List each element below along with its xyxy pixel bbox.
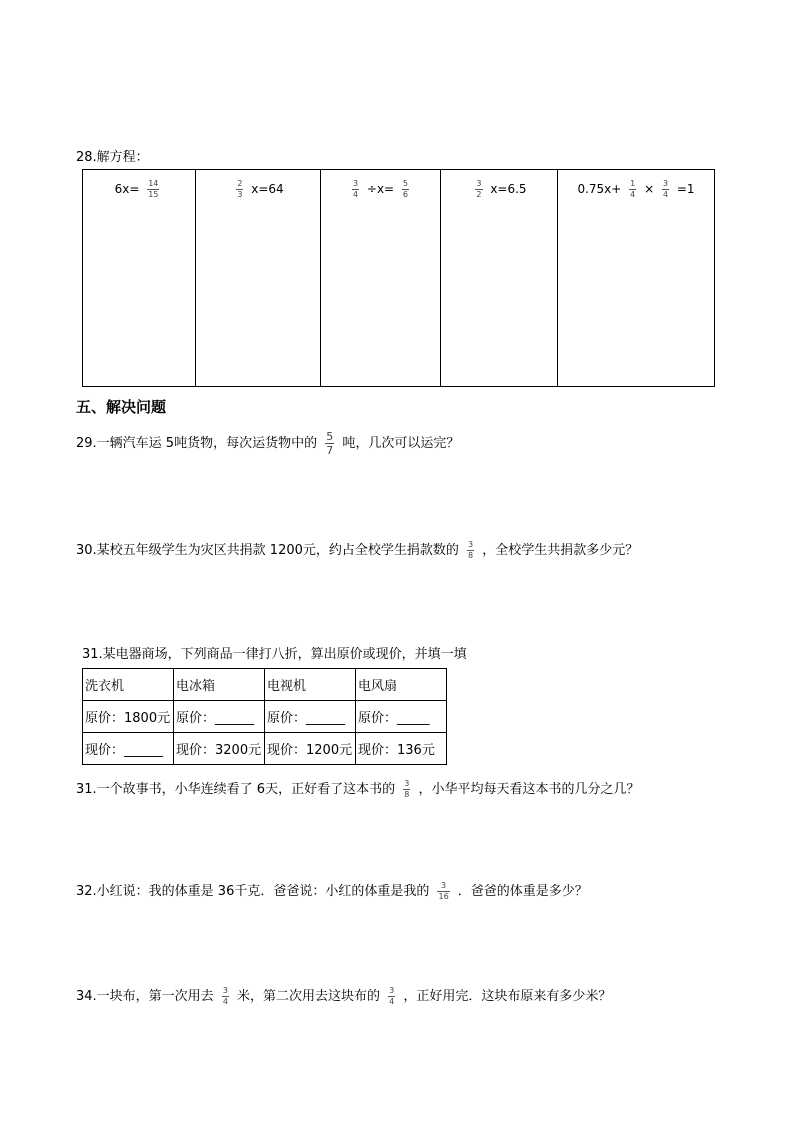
question-28-title: 28.解方程： — [76, 150, 149, 165]
fraction: $\frac{3}{4}$ — [352, 179, 359, 199]
equation-cell-1: 6x= $\frac{14}{15}$ — [83, 170, 196, 387]
price-cell: 原价：______ — [174, 701, 265, 733]
price-cell: 现价：3200元 — [174, 733, 265, 765]
question-31b: 31.一个故事书，小华连续看了 6天，正好看了这本书的 $\frac{3}{8}$ ，小华平均每天看这本书的几分之几？ — [76, 779, 640, 799]
fraction: $\frac{5}{7}$ — [326, 430, 334, 457]
fraction: $\frac{5}{6}$ — [402, 179, 409, 199]
fraction: $\frac{3}{4}$ — [222, 986, 228, 1006]
fraction: $\frac{3}{8}$ — [404, 779, 410, 799]
equation-cell-2: $\frac{2}{3}$ x=64 — [196, 170, 321, 387]
price-cell: 电冰箱 — [174, 669, 265, 701]
question-30: 30.某校五年级学生为灾区共捐款 1200元，约占全校学生捐款数的 $\frac{3}{8}$ ，全校学生共捐款多少元？ — [76, 540, 639, 560]
price-cell: 现价：______ — [83, 733, 174, 765]
equation-cell-3: $\frac{3}{4}$ ÷x= $\frac{5}{6}$ — [321, 170, 441, 387]
fraction: $\frac{3}{16}$ — [438, 881, 449, 901]
fraction: $\frac{3}{4}$ — [662, 179, 669, 199]
fraction: $\frac{3}{2}$ — [476, 179, 482, 199]
price-cell: 原价：______ — [265, 701, 356, 733]
fraction: $\frac{3}{4}$ — [389, 986, 395, 1006]
fraction: $\frac{14}{15}$ — [148, 179, 159, 199]
equation-cell-5: 0.75x+ $\frac{1}{4}$ × $\frac{3}{4}$ =1 — [558, 170, 715, 387]
question-34: 34.一块布，第一次用去 $\frac{3}{4}$ 米，第二次用去这块布的 $\frac{3}{4}$ ，正好用完．这块布原来有多少米？ — [76, 986, 612, 1006]
fraction: $\frac{1}{4}$ — [630, 179, 636, 199]
equation-cell-4: $\frac{3}{2}$ x=6.5 — [441, 170, 558, 387]
fraction: $\frac{2}{3}$ — [237, 179, 243, 199]
price-cell: 洗衣机 — [83, 669, 174, 701]
equations-table — [82, 169, 715, 387]
question-29: 29.一辆汽车运 5吨货物，每次运货物中的 $\frac{5}{7}$ 吨，几次可以运完？ — [76, 430, 460, 457]
price-cell: 现价：136元 — [356, 733, 447, 765]
price-cell: 电风扇 — [356, 669, 447, 701]
price-cell: 原价：_____ — [356, 701, 447, 733]
question-31-title: 31.某电器商场，下列商品一律打八折，算出原价或现价，并填一填 — [82, 647, 467, 662]
fraction: $\frac{3}{8}$ — [468, 540, 474, 560]
question-32: 32.小红说：我的体重是 36千克．爸爸说：小红的体重是我的 $\frac{3}{16}$ ．爸爸的体重是多少？ — [76, 881, 588, 901]
section-5-heading: 五、解决问题 — [76, 398, 167, 416]
price-cell: 电视机 — [265, 669, 356, 701]
price-table — [82, 668, 447, 765]
price-cell: 现价：1200元 — [265, 733, 356, 765]
price-cell: 原价：1800元 — [83, 701, 174, 733]
